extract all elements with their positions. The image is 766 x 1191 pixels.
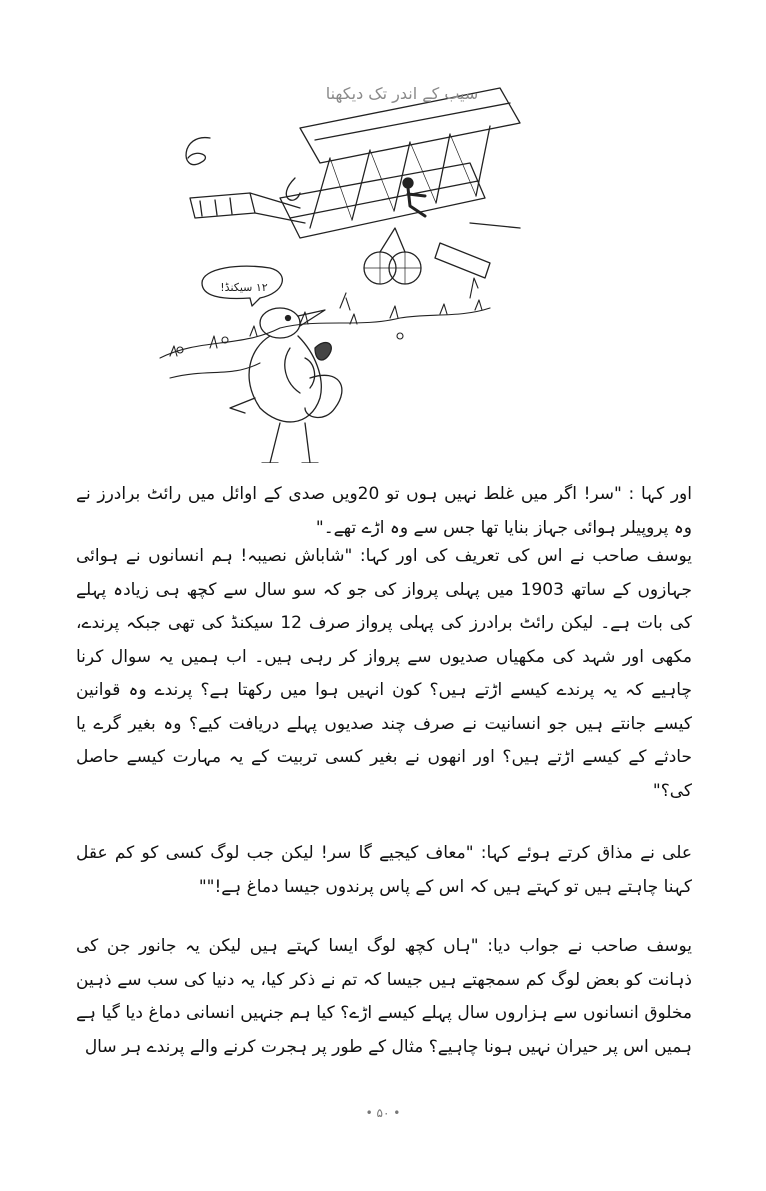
biplane-icon bbox=[190, 88, 520, 284]
bird-icon bbox=[230, 308, 342, 463]
paragraph: اور کہا : "سر! اگر میں غلط نہیں ہوں تو 20ویں صدی کے اوائل میں رائٹ برادرز نے وہ پروپیلر ہوائی جہاز بنایا تھا جس سے وہ اڑے تھے۔" bbox=[76, 484, 692, 538]
airplane-and-bird-illustration bbox=[140, 78, 540, 463]
illustration-caption: سیب کے اندر تک دیکھنا bbox=[325, 84, 479, 103]
paragraph: یوسف صاحب نے اس کی تعریف کی اور کہا: "شاباش نصیبہ! ہم انسانوں نے ہوائی جہازوں کے ساتھ 1903 میں پہلی پرواز کی جو کہ سو سال سے کچھ ہی زیادہ پہلے کی بات ہے۔ لیکن رائٹ برادرز کی پہلی پرواز صرف 12 سیکنڈ کی تھی جبکہ پرندے، مکھی اور شہد کی مکھیاں صدیوں سے پرواز کر رہی ہیں۔ اب ہمیں یہ سوال کرنا چاہیے کہ یہ پرندے کیسے اڑتے ہیں؟ کون انہیں ہوا میں رکھتا ہے؟ پرندے وہ قوانین کیسے جانتے ہیں جو انسانیت نے صرف چند صدیوں پہلے دریافت کیے؟ وہ بغیر گرے یا حادثے کے کیسے اڑتے ہیں؟ اور انھوں نے بغیر کسی تربیت کے یہ مہارت کیسے حاصل کی؟" bbox=[76, 546, 693, 801]
page-number: • ۵۰ • bbox=[365, 1106, 401, 1120]
paragraph: علی نے مذاق کرتے ہوئے کہا: "معاف کیجیے گا سر! لیکن جب لوگ کسی کو کم عقل کہنا چاہتے ہیں تو کہتے ہیں کہ اس کے پاس پرندوں جیسا دماغ ہے!"" bbox=[76, 843, 692, 897]
speech-bubble-text: ۱۲ سیکنڈ! bbox=[220, 281, 268, 294]
paragraph: یوسف صاحب نے جواب دیا: "ہاں کچھ لوگ ایسا کہتے ہیں لیکن یہ جانور جن کی ذہانت کو بعض لوگ کم سمجھتے ہیں جیسا کہ تم نے ذکر کیا، یہ دنیا کی سب سے ذہین مخلوق انسانوں سے ہزاروں سال پہلے کیسے اڑے؟ کیا ہم جنہیں انسانی دماغ دیا گیا ہے ہمیں اس پر حیران نہیں ہونا چاہیے؟ مثال کے طور پر ہجرت کرنے والے پرندے ہر سال bbox=[76, 936, 692, 1057]
squiggle-doodle-icon bbox=[186, 138, 300, 201]
